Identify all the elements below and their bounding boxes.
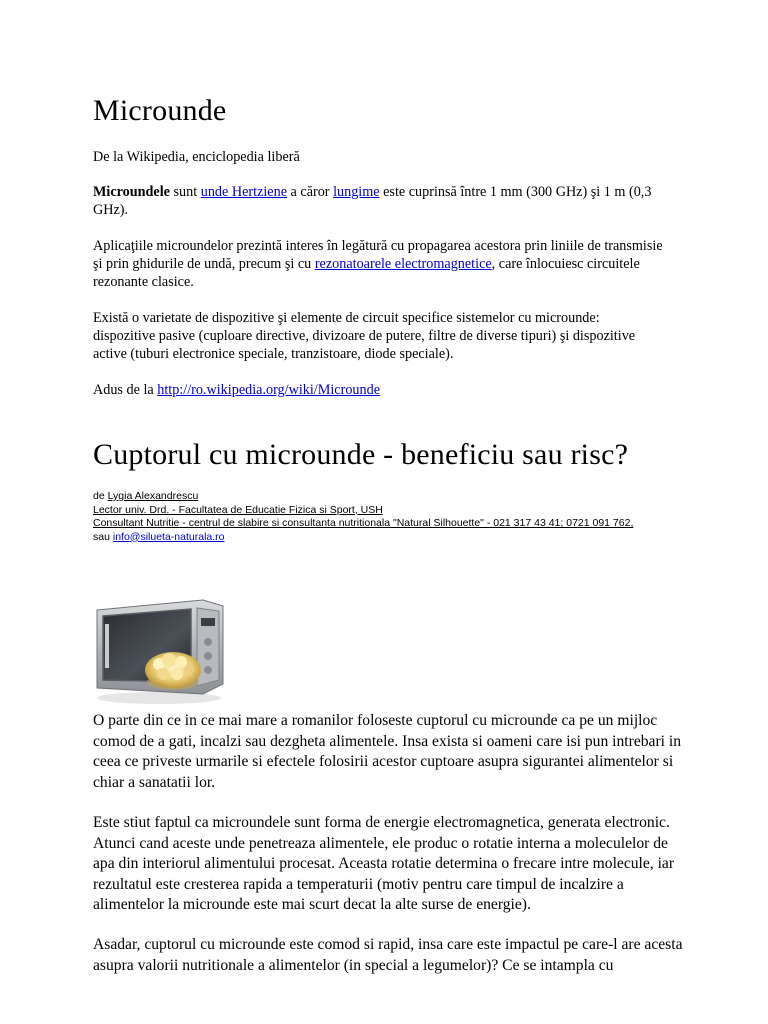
source-line (93, 381, 663, 399)
byline-line-4 (93, 531, 633, 545)
text: a căror (287, 184, 334, 200)
source-label: Adus de la (93, 382, 158, 398)
paragraph-impact: Asadar, cuptorul cu microunde este comod si rapid, insa care este impactul pe care-l are acesta asupra valorii nutritionale a alimentelor (in special a legumelor)? Ce se intampla cu (93, 936, 683, 974)
microwave-image (93, 598, 225, 708)
link-rezonatoarele-electromagnetice[interactable]: rezonatoarele electromagnetice (314, 256, 492, 272)
text: sunt (169, 184, 201, 200)
paragraph-devices: Există o varietate de dispozitive şi elemente de circuit specifice sistemelor cu microunde: dispozitive pasive (cuploare directive, divizoare de putere, filtre de diverse tipuri) şi dispozitive active (tuburi electronice speciale, tranzistoare, diode speciale). (93, 310, 636, 362)
text: Aplicaţiile microundelor prezintă interes în legătură cu propagarea acestora prin liniile de transmisie şi prin ghidurile de undă, precum şi cu (93, 238, 663, 272)
article-title-microunde: Microunde (93, 94, 227, 127)
paragraph-definition (93, 183, 663, 219)
paragraph-applications (93, 237, 663, 291)
byline-line-3 (93, 517, 633, 531)
link-consultant[interactable]: Consultant Nutritie - centrul de slabire si consultanta nutritionala "Natural Silhouette" - 021 317 43 41; 0721 091 762, (93, 517, 634, 529)
text: este cuprinsă între 1 mm (300 GHz) şi 1 m (0,3 GHz). (93, 184, 652, 218)
microwave-oven-icon (93, 598, 225, 708)
article-title-cuptorul: Cuptorul cu microunde - beneficiu sau risc? (93, 438, 629, 471)
text: sau (93, 530, 113, 543)
text: de (93, 490, 108, 502)
byline-line-2 (93, 504, 633, 518)
author-byline (93, 490, 633, 544)
byline-line-1 (93, 490, 633, 504)
paragraph-intro: O parte din ce in ce mai mare a romanilor foloseste cuptorul cu microunde ca pe un mijloc comod de a gati, incalzi sau dezgheta alimentele. Insa exista si oameni care isi pun intrebari in ceea ce priveste urmarile si efectele folosirii acestor cuptoare asupra sigurantei alimentelor si chiar a sanatatii lor. (93, 712, 682, 791)
wikipedia-subtitle: De la Wikipedia, enciclopedia liberă (93, 149, 300, 165)
link-email[interactable]: info@silueta-naturala.ro (112, 530, 225, 543)
text: , care înlocuiesc circuitele rezonante clasice. (93, 256, 640, 290)
link-unde-hertziene[interactable]: unde Hertziene (200, 184, 287, 200)
paragraph-energy: Este stiut faptul ca microundele sunt forma de energie electromagnetica, generata electronic. Atunci cand aceste unde penetreaza alimentele, ele produc o rotatie interna a moleculelor de apa din interiorul alimentului procesat. Aceasta rotatie determina o frecare intre molecule, iar rezultatul este cresterea rapida a temperaturii (motiv pentru care timpul de incalzire a alimentelor la microunde este mai scurt decat la alte surse de energie). (93, 814, 675, 913)
link-author-title[interactable]: Lector univ. Drd. - Facultatea de Educatie Fizica si Sport, USH (93, 503, 383, 516)
link-wikipedia-source[interactable]: http://ro.wikipedia.org/wiki/Microunde (157, 382, 381, 398)
term-microundele: Microundele (93, 184, 170, 200)
link-author[interactable]: Lygia Alexandrescu (107, 490, 199, 502)
link-lungime[interactable]: lungime (333, 184, 380, 200)
